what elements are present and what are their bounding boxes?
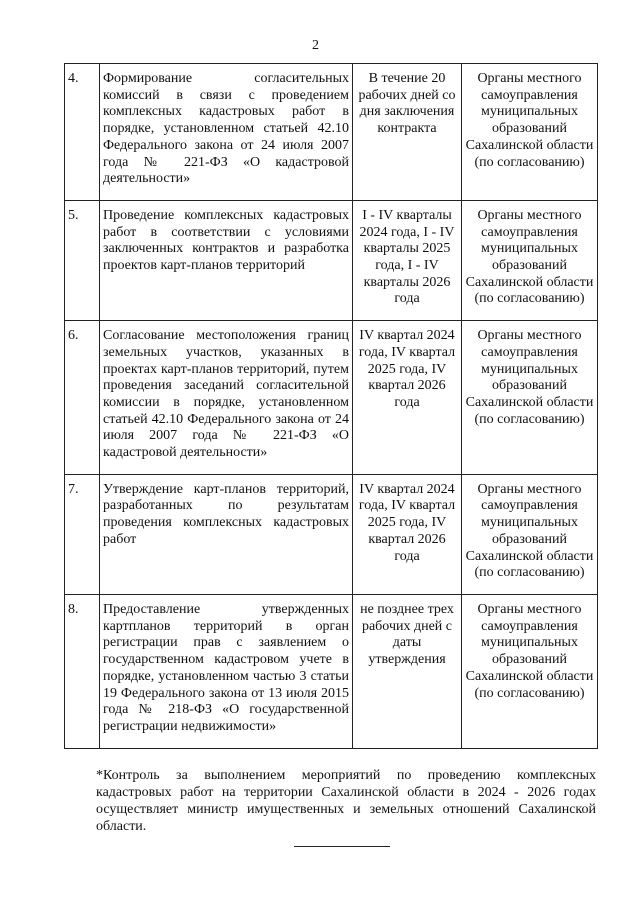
row-number: 6. xyxy=(65,321,100,475)
activity-responsible: Органы местного самоуправления муниципальных образований Сахалинской области (по согласованию) xyxy=(462,594,598,748)
activity-period: не позднее трех рабочих дней с даты утверждения xyxy=(353,594,462,748)
row-number: 7. xyxy=(65,474,100,594)
activity-description: Формирование согласительных комиссий в связи с проведением комплексных кадастровых работ в порядке, установленном статьей 42.10 Федерального закона от 24 июля 2007 года № 221-ФЗ «О кадастровой деятельности» xyxy=(100,64,353,201)
activity-description: Утверждение карт-планов территорий, разработанных по результатам проведения комплексных кадастровых работ xyxy=(100,474,353,594)
activity-period: IV квартал 2024 года, IV квартал 2025 года, IV квартал 2026 года xyxy=(353,321,462,475)
activity-description: Предоставление утвержденных картпланов территорий в орган регистрации прав с заявлением о государственном кадастровом учете в порядке, установленном частью 3 статьи 19 Федерального закона от 13 июля 2015 года № 218-ФЗ «О государственной регистрации недвижимости» xyxy=(100,594,353,748)
table-row xyxy=(65,321,598,475)
activity-period: I - IV кварталы 2024 года, I - IV кварталы 2025 года, I - IV кварталы 2026 года xyxy=(353,200,462,320)
activities-table xyxy=(64,63,598,749)
table-row xyxy=(65,200,598,320)
table-row xyxy=(65,474,598,594)
row-number: 8. xyxy=(65,594,100,748)
activity-period: В течение 20 рабочих дней со дня заключения контракта xyxy=(353,64,462,201)
activity-responsible: Органы местного самоуправления муниципальных образований Сахалинской области (по согласованию) xyxy=(462,321,598,475)
activity-responsible: Органы местного самоуправления муниципальных образований Сахалинской области (по согласованию) xyxy=(462,64,598,201)
activity-responsible: Органы местного самоуправления муниципальных образований Сахалинской области (по согласованию) xyxy=(462,474,598,594)
activity-responsible: Органы местного самоуправления муниципальных образований Сахалинской области (по согласованию) xyxy=(462,200,598,320)
activity-description: Проведение комплексных кадастровых работ в соответствии с условиями заключенных контрактов и разработка проектов карт-планов территорий xyxy=(100,200,353,320)
footnote: *Контроль за выполнением мероприятий по проведению комплексных кадастровых работ на территории Сахалинской области в 2024 - 2026 годах осуществляет министр имущественных и земельных отношений Сахалинской области. xyxy=(96,768,596,834)
activity-description: Согласование местоположения границ земельных участков, указанных в проектах карт-планов территорий, путем проведения заседаний согласительной комиссии в порядке, установленном статьей 42.10 Федерального закона от 24 июля 2007 года № 221-ФЗ «О кадастровой деятельности» xyxy=(100,321,353,475)
closing-divider xyxy=(294,846,390,847)
table-row xyxy=(65,64,598,201)
row-number: 5. xyxy=(65,200,100,320)
table-row xyxy=(65,594,598,748)
row-number: 4. xyxy=(65,64,100,201)
page-number: 2 xyxy=(312,38,319,53)
activity-period: IV квартал 2024 года, IV квартал 2025 года, IV квартал 2026 года xyxy=(353,474,462,594)
